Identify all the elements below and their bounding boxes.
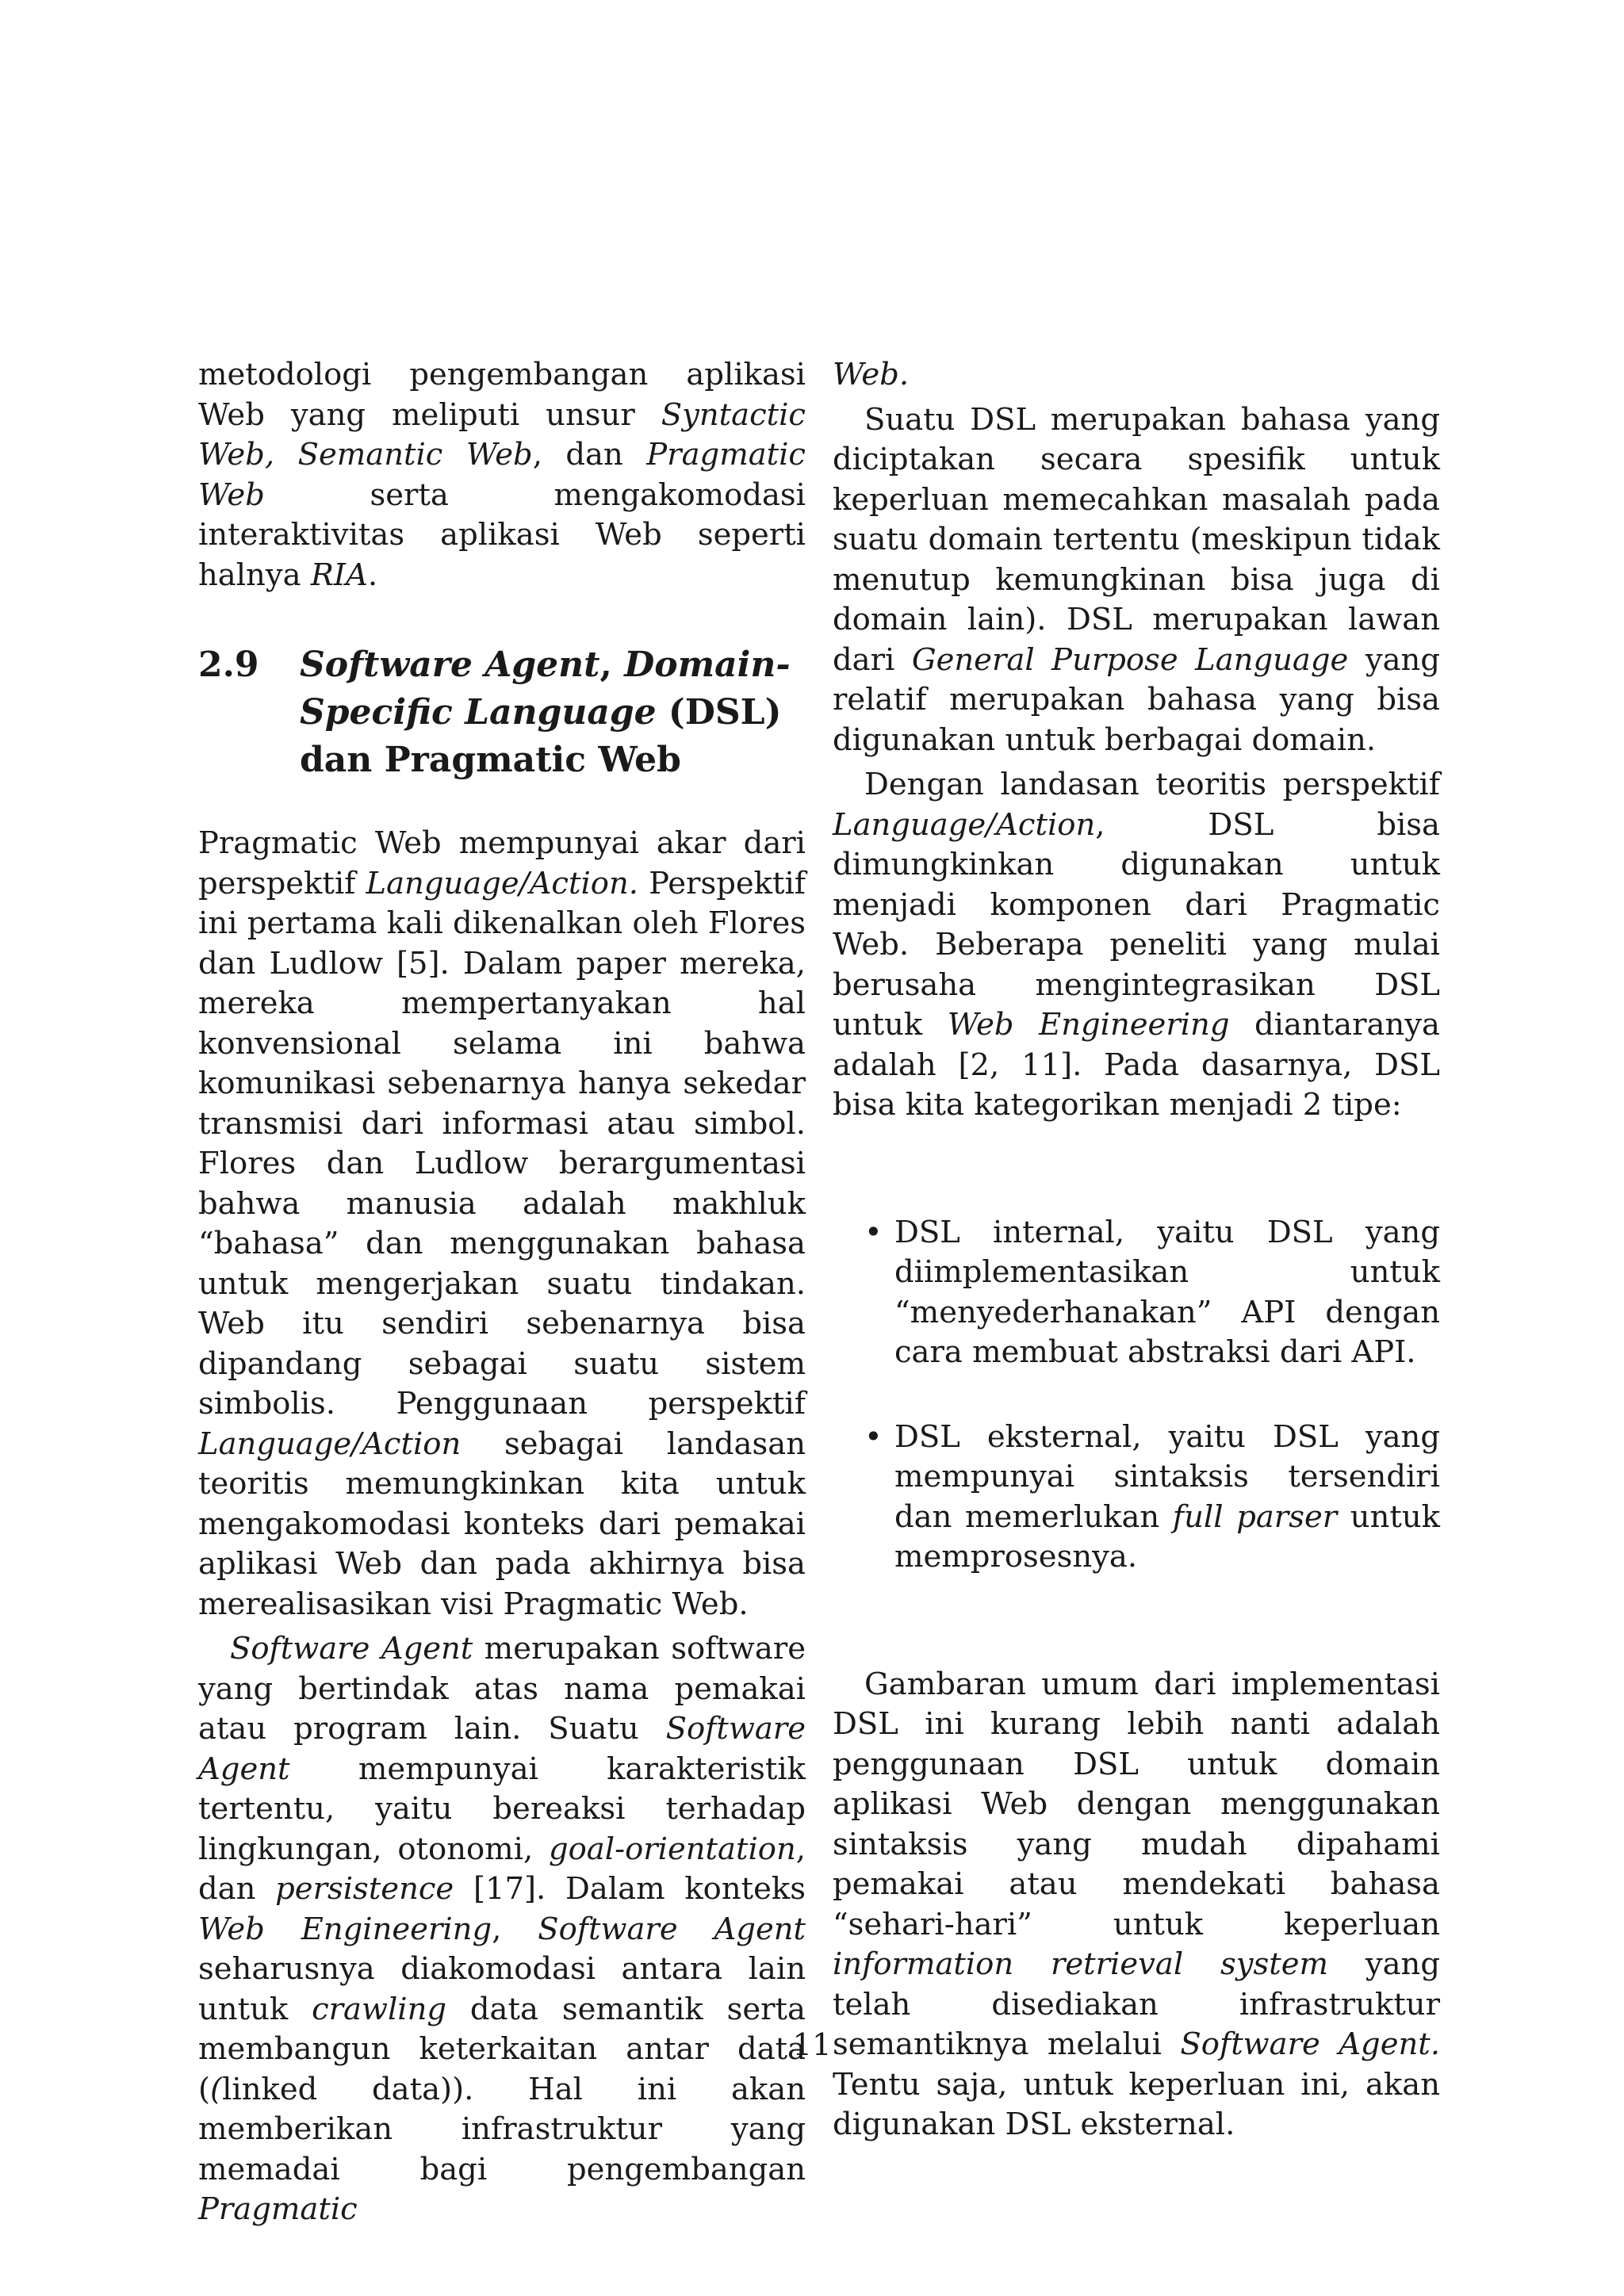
list-item-text (894, 1419, 1440, 1575)
text-run: metodologi pengembangan aplikasi Web yang meliputi unsur (198, 357, 806, 433)
text-run: diantaranya adalah [2, 11]. Pada dasarnya, DSL bisa kita kategorikan menjadi 2 tipe: (833, 1007, 1440, 1123)
text-run: . (367, 557, 378, 593)
page-number: 11 (792, 2027, 832, 2063)
text-run: DSL eksternal, yaitu DSL yang mempunyai sintaksis tersendiri dan memerlukan (894, 1418, 1440, 1535)
text-run: yang telah disediakan infrastruktur semantiknya melalui (833, 1946, 1441, 2062)
right-paragraph-0 (833, 355, 1440, 396)
italic-run: Pragmatic Web (198, 437, 806, 513)
italic-run: Language/Action (198, 1425, 462, 1462)
list-item (833, 1418, 1440, 1578)
left-column (198, 355, 806, 2230)
text-run: Suatu DSL merupakan bahasa yang diciptakan secara spesifik untuk keperluan memecahkan masalah pada suatu domain tertentu (meskipun tidak menutup kemungkinan bisa juga di domain lain). DSL merupakan lawan dari (833, 401, 1440, 678)
text-run: serta mengakomodasi interaktivitas aplikasi Web seperti halnya (198, 476, 806, 593)
text-run: , dan (532, 437, 647, 473)
section-heading (198, 641, 806, 784)
text-run: Gambaran umum dari implementasi DSL ini kurang lebih nanti adalah penggunaan DSL untuk domain aplikasi Web dengan menggunakan sintaksis yang mudah dipahami pemakai atau mendekati bahasa “sehari-hari” untuk keperluan (833, 1666, 1440, 1942)
text-run: untuk memprosesnya. (894, 1498, 1440, 1575)
bullet-icon: • (864, 1418, 883, 1455)
italic-run: RIA (310, 557, 368, 593)
italic-run: Pragmatic (198, 2191, 358, 2227)
section-title-dsl: Domain-Specific Language (300, 645, 791, 733)
italic-run: Web Engineering (947, 1007, 1230, 1043)
text-run: linked data)). Hal ini akan memberikan infrastruktur yang memadai bagi pengembangan (198, 2071, 806, 2187)
italic-run: Web. (833, 357, 910, 392)
italic-run: persistence (275, 1871, 454, 1907)
text-run: merupakan software yang bertindak atas nama pemakai atau program lain. Suatu (198, 1631, 806, 1747)
text-run: Tentu saja, untuk keperluan ini, akan digunakan DSL eksternal. (833, 2066, 1440, 2142)
italic-run: full parser (1172, 1498, 1338, 1535)
text-run: seharusnya diakomodasi antara lain untuk (198, 1951, 806, 2027)
left-paragraph-2 (198, 824, 806, 1624)
right-column (833, 355, 1440, 2145)
list-item (833, 1213, 1440, 1373)
list-item-text (894, 1215, 1440, 1371)
italic-run: Software Agent (198, 1711, 806, 1787)
text-run: Perspektif ini pertama kali dikenalkan oleh Flores dan Ludlow [5]. Dalam paper mereka, mereka mempertanyakan hal konvensional selama ini bahwa komunikasi sebenarnya hanya sekedar transmisi dari informasi atau simbol. Flores dan Ludlow berargumentasi bahwa manusia adalah makhluk “bahasa” dan menggunakan bahasa untuk mengerjakan suatu tindakan. Web itu sendiri sebenarnya bisa dipandang sebagai suatu sistem simbolis. Penggunaan perspektif (198, 865, 806, 1422)
right-paragraph-3 (833, 1665, 1440, 2145)
bullet-icon: • (864, 1214, 883, 1250)
text-run: [17]. Dalam konteks (454, 1871, 806, 1907)
section-title-software-agent: Software Agent (300, 645, 600, 685)
italic-run: ( (210, 2071, 223, 2107)
italic-run: Language/Action. (366, 865, 638, 901)
right-paragraph-2 (833, 765, 1440, 1126)
italic-run: Software Agent. (1180, 2026, 1440, 2062)
text-run: DSL internal, yaitu DSL yang diimplementasikan untuk “menyederhanakan” API dengan cara membuat abstraksi dari API. (894, 1214, 1440, 1370)
section-title-pragmatic-web: dan Pragmatic Web (300, 740, 681, 780)
italic-run: Web Engineering (198, 1911, 492, 1947)
italic-run: information retrieval system (833, 1946, 1329, 1982)
section-title-separator: , (599, 645, 625, 685)
section-number: 2.9 (198, 645, 259, 685)
text-run: sebagai landasan teoritis memungkinkan kita untuk mengakomodasi konteks dari pemakai aplikasi Web dan pada akhirnya bisa merealisasikan visi Pragmatic Web. (198, 1425, 806, 1622)
italic-run: goal-orientation (548, 1831, 796, 1867)
left-paragraph-3 (198, 1629, 806, 2230)
section-title-abbrev: (DSL) (656, 692, 782, 733)
text-run: mempunyai karakteristik tertentu, yaitu bereaksi terhadap lingkungan, otonomi, (198, 1751, 806, 1867)
left-paragraph-1 (198, 355, 806, 595)
section-title (300, 641, 806, 784)
right-paragraph-1 (833, 400, 1440, 761)
text-run: , dan (198, 1831, 806, 1907)
dsl-type-list (833, 1213, 1440, 1578)
text-run: Pragmatic Web mempunyai akar dari perspektif (198, 825, 806, 901)
text-run: data semantik serta membangun keterkaitan antar data ( (198, 1991, 806, 2107)
text-run: Dengan landasan teoritis perspektif (864, 767, 1440, 802)
italic-run: Syntactic Web, Semantic Web (198, 396, 806, 473)
text-run: yang relatif merupakan bahasa yang bisa digunakan untuk berbagai domain. (833, 641, 1440, 758)
text-run: , DSL bisa dimungkinkan digunakan untuk menjadi komponen dari Pragmatic Web. Beberapa peneliti yang mulai berusaha mengintegrasikan DSL untuk (833, 806, 1440, 1043)
text-run: , (492, 1911, 538, 1947)
italic-run: General Purpose Language (911, 641, 1349, 678)
italic-run: Software Agent (538, 1911, 806, 1947)
italic-run: Language/Action (833, 806, 1096, 843)
italic-run: Software Agent (230, 1631, 473, 1667)
italic-run: crawling (312, 1991, 447, 2027)
